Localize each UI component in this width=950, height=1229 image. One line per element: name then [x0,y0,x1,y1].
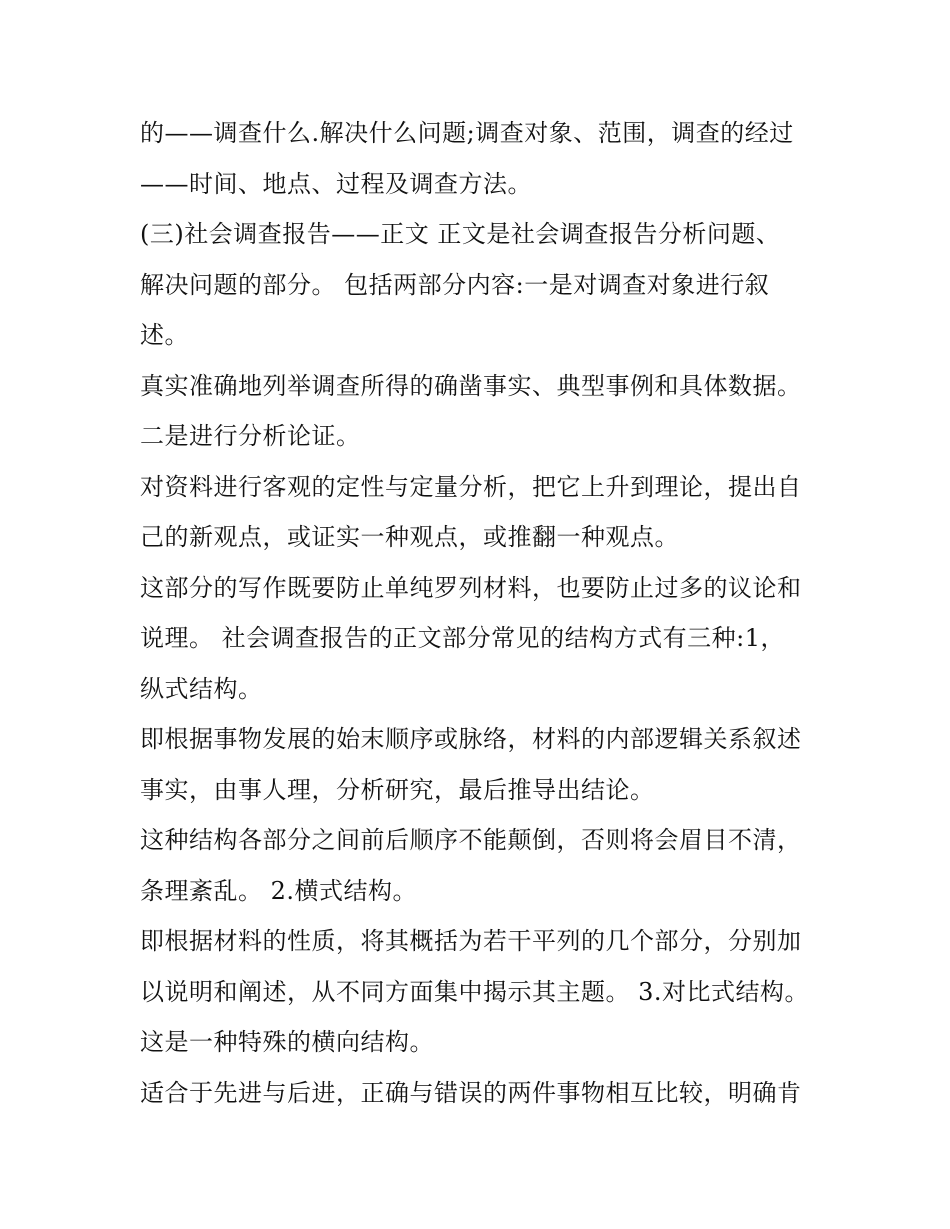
text-line: (三)社会调查报告——正文 正文是社会调查报告分析问题、 [140,220,781,248]
text-line: 这是一种特殊的横向结构。 [140,1028,434,1056]
text-line: 二是进行分析论证。 [140,422,361,450]
text-line: 这种结构各部分之间前后顺序不能颠倒，否则将会眉目不清， [140,826,802,854]
document-body [140,108,820,1118]
text-line: 即根据材料的性质，将其概括为若干平列的几个部分，分别加 [140,927,802,955]
text-line: 这部分的写作既要防止单纯罗列材料，也要防止过多的议论和 [140,573,802,602]
text-line: 述。 [140,321,189,349]
text-line: 纵式结构。 [140,674,263,703]
text-line: 说理。 社会调查报告的正文部分常见的结构方式有三种:1， [140,624,785,652]
text-line: 以说明和阐述，从不同方面集中揭示其主题。 3.对比式结构。 [140,977,810,1006]
text-line: 真实准确地列举调查所得的确凿事实、典型事例和具体数据。 [140,371,802,400]
text-line: 的——调查什么.解决什么问题;调查对象、范围，调查的经过 [140,119,794,147]
text-line: 对资料进行客观的定性与定量分析，把它上升到理论，提出自 [140,472,802,501]
text-line: 即根据事物发展的始末顺序或脉络，材料的内部逻辑关系叙述 [140,725,802,753]
text-line: 己的新观点，或证实一种观点，或推翻一种观点。 [140,523,679,551]
text-line: 适合于先进与后进，正确与错误的两件事物相互比较，明确肯 [140,1078,802,1107]
text-line: 条理紊乱。 2.横式结构。 [140,876,418,905]
text-line: ——时间、地点、过程及调查方法。 [140,169,532,198]
text-line: 解决问题的部分。 包括两部分内容:一是对调查对象进行叙 [140,270,770,299]
text-line: 事实，由事人理，分析研究，最后推导出结论。 [140,775,655,804]
